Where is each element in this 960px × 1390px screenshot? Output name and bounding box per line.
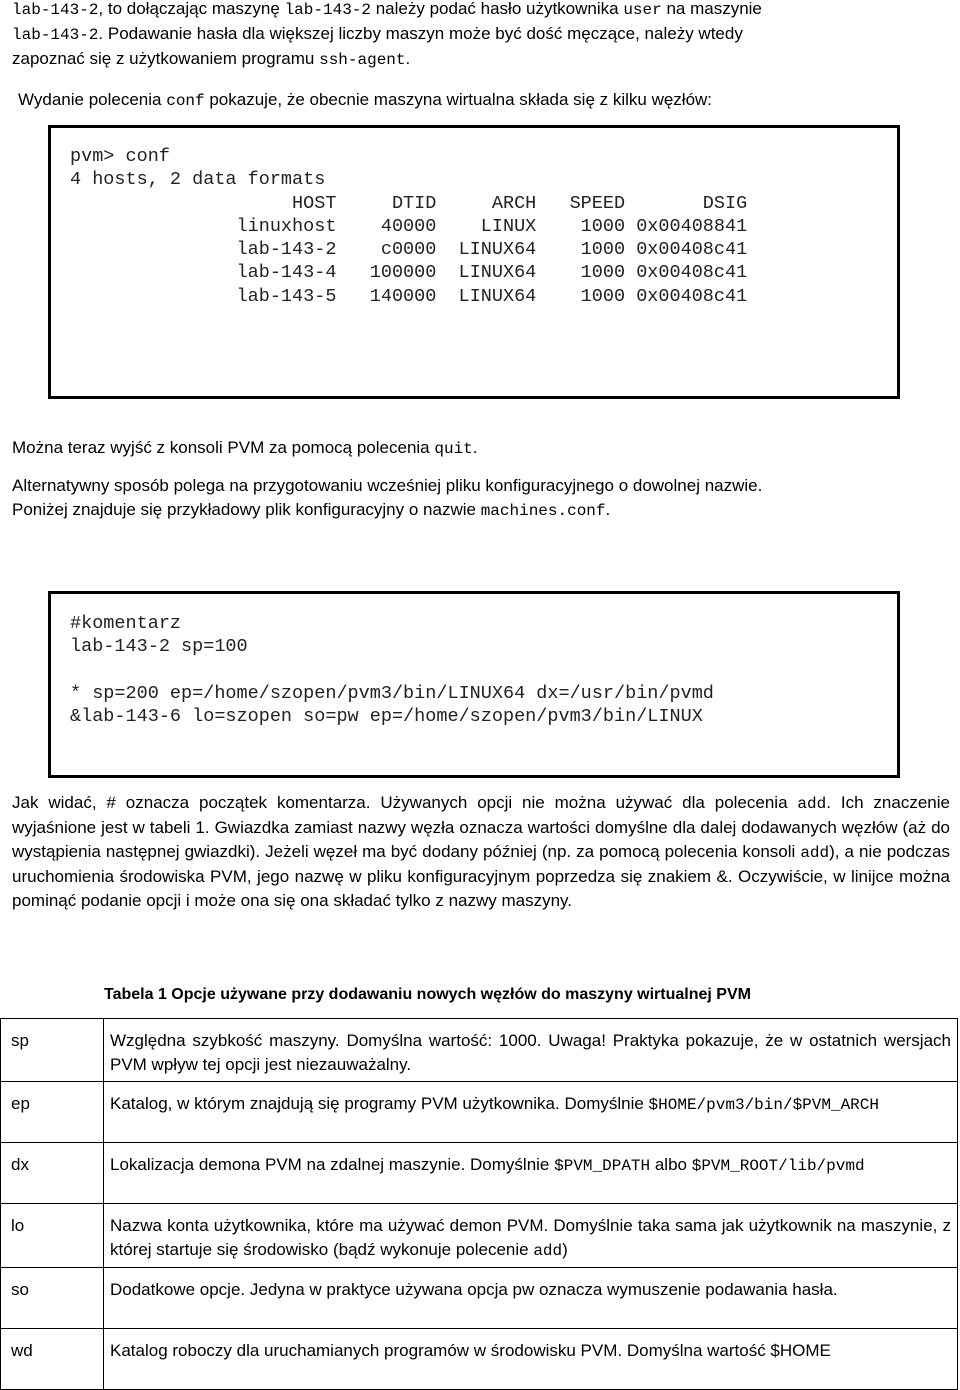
config-lines — [70, 612, 897, 728]
option-description — [104, 1143, 958, 1204]
code-user: user — [623, 1, 662, 19]
table-row — [1, 1082, 958, 1143]
code-host: lab-143-2 — [284, 1, 371, 19]
terminal-line: linuxhost 40000 LINUX 1000 0x00408841 — [70, 215, 748, 237]
terminal-line: 4 hosts, 2 data formats — [70, 169, 326, 191]
text: . Podawanie hasła dla większej liczby maszyn może być dość męczące, należy wtedy — [98, 24, 743, 43]
code-add: add — [800, 844, 830, 862]
text: ), a nie podczas uruchomienia środowiska PVM, jego nazwę w pliku konfiguracyjnym poprzedza się znakiem &. Oczywiście, w linijce można pominąć podanie opcji i może ona się ona składać tylko z nazwy maszyny. — [12, 842, 951, 910]
terminal-line: lab-143-4 100000 LINUX64 1000 0x00408c41 — [70, 262, 748, 284]
explanation-paragraph — [12, 791, 950, 913]
quit-paragraph — [12, 436, 950, 461]
text: Można teraz wyjść z konsoli PVM za pomocą polecenia — [12, 438, 435, 457]
option-key: ep — [1, 1082, 104, 1143]
option-key: lo — [1, 1204, 104, 1268]
text: , to dołączając maszynę — [98, 0, 285, 18]
text: . — [605, 500, 611, 519]
option-key: dx — [1, 1143, 104, 1204]
text: Lokalizacja demona PVM na zdalnej maszynie. Domyślnie — [110, 1155, 555, 1174]
text: Nazwa konta użytkownika, które ma używać demon PVM. Domyślnie taka sama jak użytkownik na maszynie, z której startuje się środowisko (bądź wykonuje polecenie — [110, 1216, 951, 1259]
code-add: add — [533, 1241, 563, 1260]
config-line: &lab-143-6 lo=szopen so=pw ep=/home/szopen/pvm3/bin/LINUX — [70, 706, 703, 728]
option-key: sp — [1, 1019, 104, 1082]
text: . — [472, 438, 478, 457]
terminal-line: pvm> conf — [70, 146, 170, 167]
table-row — [1, 1204, 958, 1268]
text: Dodatkowe opcje. Jedyna w praktyce używana opcja pw oznacza wymuszenie podawania hasła. — [110, 1280, 838, 1299]
text: zapoznać się z użytkowaniem programu — [12, 49, 320, 68]
table-caption: Tabela 1 Opcje używane przy dodawaniu nowych węzłów do maszyny wirtualnej PVM — [104, 986, 751, 1003]
config-line: #komentarz — [70, 613, 182, 634]
text: Poniżej znajduje się przykładowy plik konfiguracyjny o nazwie — [12, 500, 481, 519]
terminal-line: lab-143-5 140000 LINUX64 1000 0x00408c41 — [70, 285, 748, 307]
text: pokazuje, że obecnie maszyna wirtualna składa się z kilku węzłów: — [204, 90, 713, 109]
text: na maszynie — [661, 0, 762, 18]
code-path: $PVM_DPATH — [554, 1157, 651, 1175]
terminal-output-conf — [48, 125, 900, 399]
text: . Ich znaczenie wyjaśnione jest w tabeli 1. Gwiazdka zamiast nazwy węzła oznacza wartości domyślne dla dalej dodawanych węzłów (aż do wystąpienia następnej gwiazdki). Jeżeli węzeł ma być dodany później (np. za pomocą polecenia konsoli — [12, 793, 950, 861]
code-path: $PVM_ROOT/lib/pvmd — [691, 1157, 865, 1175]
option-description — [104, 1082, 958, 1143]
option-key: wd — [1, 1329, 104, 1390]
text: . — [405, 49, 411, 68]
option-description — [104, 1204, 958, 1268]
intro-paragraph — [12, 0, 950, 72]
option-description — [104, 1019, 958, 1082]
code-add: add — [797, 795, 827, 813]
text: należy podać hasło użytkownika — [371, 0, 624, 18]
config-line: lab-143-2 sp=100 — [70, 636, 248, 658]
terminal-lines — [70, 145, 897, 308]
table-row — [1, 1019, 958, 1082]
text: albo — [650, 1155, 692, 1174]
config-line: * sp=200 ep=/home/szopen/pvm3/bin/LINUX64 dx=/usr/bin/pvmd — [70, 682, 714, 704]
code-ssh-agent: ssh-agent — [319, 51, 406, 69]
table-row — [1, 1268, 958, 1329]
terminal-line: lab-143-2 c0000 LINUX64 1000 0x00408c41 — [70, 239, 748, 261]
code-path: $HOME/pvm3/bin/$PVM_ARCH — [648, 1096, 879, 1114]
text: Katalog roboczy dla uruchamianych programów w środowisku PVM. Domyślna wartość $HOME — [110, 1341, 831, 1360]
table-row — [1, 1143, 958, 1204]
text: Wydanie polecenia — [18, 90, 167, 109]
option-description — [104, 1329, 958, 1390]
config-file-box — [48, 591, 900, 778]
text: Alternatywny sposób polega na przygotowaniu wcześniej pliku konfiguracyjnego o dowolnej nazwie. — [12, 476, 763, 495]
terminal-line: HOST DTID ARCH SPEED DSIG — [70, 192, 748, 214]
code-quit: quit — [434, 440, 473, 458]
text: Jak widać, # oznacza początek komentarza. Używanych opcji nie można używać dla polecenia — [12, 793, 798, 812]
option-description — [104, 1268, 958, 1329]
code-host: lab-143-2 — [12, 26, 99, 44]
text: ) — [562, 1239, 568, 1259]
conf-intro-paragraph — [18, 88, 956, 113]
option-key: so — [1, 1268, 104, 1329]
code-filename: machines.conf — [480, 502, 606, 520]
code-host: lab-143-2 — [12, 1, 99, 19]
alternative-paragraph — [12, 474, 950, 523]
options-table — [0, 1018, 958, 1390]
table-row — [1, 1329, 958, 1390]
code-conf: conf — [166, 92, 205, 110]
text: Względna szybkość maszyny. Domyślna wartość: 1000. Uwaga! Praktyka pokazuje, że w ostatnich wersjach PVM wpływ tej opcji jest niezauważalny. — [110, 1031, 951, 1074]
text: Katalog, w którym znajdują się programy PVM użytkownika. Domyślnie — [110, 1094, 649, 1113]
